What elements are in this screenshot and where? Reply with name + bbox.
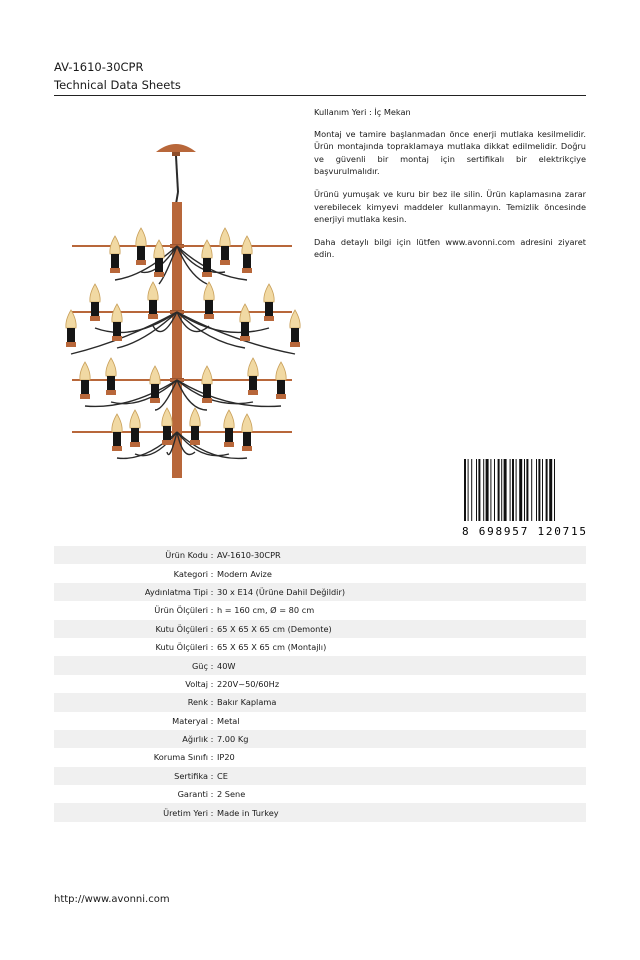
spec-value: Metal xyxy=(217,715,240,726)
spec-separator: : xyxy=(210,734,214,745)
website-note: Daha detaylı bilgi için lütfen www.avonni.com adresini ziyaret edin. xyxy=(314,236,586,260)
spec-label: Koruma Sınıfı xyxy=(153,752,208,763)
bulb-icon xyxy=(130,410,140,428)
bulb-icon xyxy=(224,410,234,428)
spec-label: Materyal xyxy=(172,715,208,726)
spec-separator: : xyxy=(210,642,214,653)
spec-value: 7.00 Kg xyxy=(217,734,249,745)
spec-separator: : xyxy=(210,660,214,671)
spec-label: Garanti xyxy=(177,789,208,800)
spec-separator: : xyxy=(210,789,214,800)
bulb-icon xyxy=(248,358,258,376)
bulb-icon xyxy=(80,362,90,380)
bulb-icon xyxy=(148,282,158,300)
bulb-icon xyxy=(112,304,122,322)
care-note: Ürünü yumuşak ve kuru bir bez ile silin. Ürün kaplamasına zarar verebilecek kimyevi maddeler kullanmayın. Temizlik öncesinde enerjiyi mutlaka kesin. xyxy=(314,188,586,225)
spec-row xyxy=(54,803,586,821)
bulb-icon xyxy=(276,362,286,380)
bulb-icon xyxy=(110,236,120,254)
bulb-icon xyxy=(162,408,172,426)
spec-row xyxy=(54,730,586,748)
spec-label: Üretim Yeri xyxy=(163,807,208,818)
spec-label: Kutu Ölçüleri xyxy=(155,623,208,634)
spec-separator: : xyxy=(210,807,214,818)
bulb-icon xyxy=(150,366,160,384)
spec-value: 30 x E14 (Ürüne Dahil Değildir) xyxy=(217,586,346,597)
spec-row xyxy=(54,620,586,638)
bulb-icon xyxy=(106,358,116,376)
spec-separator: : xyxy=(210,752,214,763)
spec-value: 220V~50/60Hz xyxy=(217,678,280,689)
spec-separator: : xyxy=(210,697,214,708)
spec-value: 40W xyxy=(217,660,236,671)
bulb-icon xyxy=(190,408,200,426)
bulb-icon xyxy=(90,284,100,302)
spec-value: Modern Avize xyxy=(217,568,272,579)
spec-label: Renk xyxy=(187,697,208,708)
spec-separator: : xyxy=(210,586,214,597)
bulb-icon xyxy=(112,414,122,432)
spec-separator: : xyxy=(210,568,214,579)
canopy xyxy=(156,144,196,152)
spec-separator: : xyxy=(210,678,214,689)
spec-row xyxy=(54,675,586,693)
spec-row xyxy=(54,638,586,656)
footer-url[interactable]: http://www.avonni.com xyxy=(54,894,170,905)
spec-label: Kutu Ölçüleri xyxy=(155,642,208,653)
bulb-icon xyxy=(202,240,212,258)
bulb-icon xyxy=(242,236,252,254)
spec-row xyxy=(54,546,586,564)
spec-label: Ağırlık xyxy=(182,734,208,745)
spec-separator: : xyxy=(210,715,214,726)
bulb-icon xyxy=(240,304,250,322)
info-panel xyxy=(314,106,586,271)
spec-row xyxy=(54,656,586,674)
header-divider xyxy=(54,95,586,96)
spec-label: Ürün Kodu xyxy=(165,550,208,561)
spec-label: Sertifika xyxy=(174,770,208,781)
barcode xyxy=(462,459,586,537)
bulb-icon xyxy=(154,240,164,258)
bulb-icon xyxy=(204,282,214,300)
spec-value: 65 X 65 X 65 cm (Montajlı) xyxy=(217,642,327,653)
bulb-icon xyxy=(136,228,146,246)
spec-row xyxy=(54,748,586,766)
spec-value: CE xyxy=(217,770,228,781)
spec-value: AV-1610-30CPR xyxy=(217,550,281,561)
spec-label: Güç xyxy=(191,660,208,671)
bulb-icon xyxy=(264,284,274,302)
spec-row xyxy=(54,712,586,730)
spec-separator: : xyxy=(210,550,214,561)
spec-value: 65 X 65 X 65 cm (Demonte) xyxy=(217,623,332,634)
bulb-icon xyxy=(220,228,230,246)
spec-row xyxy=(54,767,586,785)
spec-separator: : xyxy=(210,605,214,616)
chandelier-image xyxy=(52,132,312,484)
arms xyxy=(71,246,295,458)
spec-row xyxy=(54,601,586,619)
spec-label: Kategori xyxy=(173,568,208,579)
copper-chandelier-icon xyxy=(66,144,300,478)
spec-row xyxy=(54,564,586,582)
spec-separator: : xyxy=(210,623,214,634)
barcode-digits: 8 698957 120715 xyxy=(462,525,586,537)
bulb-icon xyxy=(202,366,212,384)
spec-row xyxy=(54,583,586,601)
spec-label: Voltaj xyxy=(185,678,208,689)
spec-label: Ürün Ölçüleri xyxy=(154,605,208,616)
safety-note: Montaj ve tamire başlanmadan önce enerji mutlaka kesilmelidir. Ürün montajında topraklamaya mutlaka dikkat edilmelidir. Doğru ve güvenli bir montaj için sertifikalı bir elektrikçiye başvurulmalıdır. xyxy=(314,128,586,177)
spec-value: Made in Turkey xyxy=(217,807,279,818)
header xyxy=(54,58,586,94)
spec-separator: : xyxy=(210,770,214,781)
bulbs xyxy=(66,228,300,451)
usage-location: Kullanım Yeri : İç Mekan xyxy=(314,107,411,117)
document-type: Technical Data Sheets xyxy=(54,78,181,92)
model-code: AV-1610-30CPR xyxy=(54,60,144,74)
spec-value: Bakır Kaplama xyxy=(217,697,277,708)
bulb-icon xyxy=(242,414,252,432)
spec-table xyxy=(54,546,586,822)
spec-row xyxy=(54,785,586,803)
spec-value: h = 160 cm, Ø = 80 cm xyxy=(217,605,315,616)
spec-value: 2 Sene xyxy=(217,789,246,800)
spec-label: Aydınlatma Tipi xyxy=(144,586,208,597)
spec-value: IP20 xyxy=(217,752,235,763)
spec-row xyxy=(54,693,586,711)
barcode-bars xyxy=(464,459,555,521)
